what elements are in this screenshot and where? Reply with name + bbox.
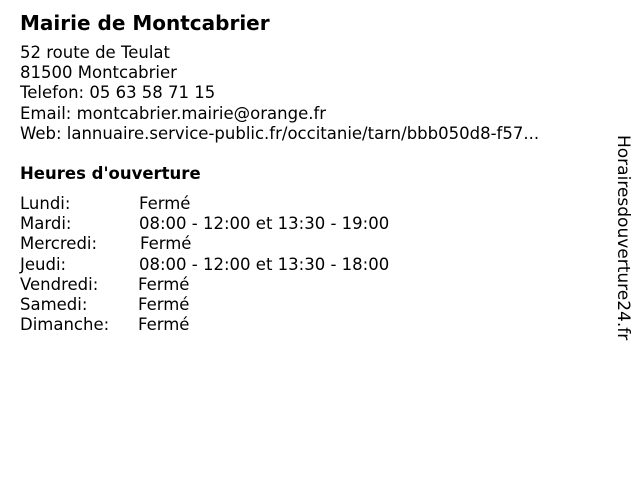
day-hours: Fermé <box>139 194 191 213</box>
opening-hours-heading: Heures d'ouverture <box>20 164 201 183</box>
contact-info <box>20 43 539 144</box>
site-brand-vertical: Horairesdouverture24.fr <box>613 135 633 341</box>
day-hours: Fermé <box>140 234 192 254</box>
day-label: Jeudi: <box>20 254 67 274</box>
day-hours: 08:00 - 12:00 et 13:30 - 18:00 <box>139 254 390 274</box>
day-label: Dimanche: <box>20 315 110 335</box>
address-city: 81500 Montcabrier <box>20 63 177 83</box>
day-label: Mercredi: <box>20 234 98 254</box>
day-hours: Fermé <box>138 315 190 335</box>
phone-line: Telefon: 05 63 58 71 15 <box>20 83 216 103</box>
day-hours: 08:00 - 12:00 et 13:30 - 19:00 <box>139 214 390 234</box>
day-hours: Fermé <box>138 294 190 314</box>
page-title: Mairie de Montcabrier <box>20 11 270 35</box>
day-label: Mardi: <box>20 214 72 234</box>
day-label: Samedi: <box>20 294 88 314</box>
web-line: Web: lannuaire.service-public.fr/occitanie/tarn/bbb050d8-f57... <box>20 123 540 143</box>
day-label: Lundi: <box>20 194 71 213</box>
day-label: Vendredi: <box>20 274 99 294</box>
email-line: Email: montcabrier.mairie@orange.fr <box>20 103 327 123</box>
address-street: 52 route de Teulat <box>20 43 170 62</box>
day-hours: Fermé <box>138 274 190 294</box>
